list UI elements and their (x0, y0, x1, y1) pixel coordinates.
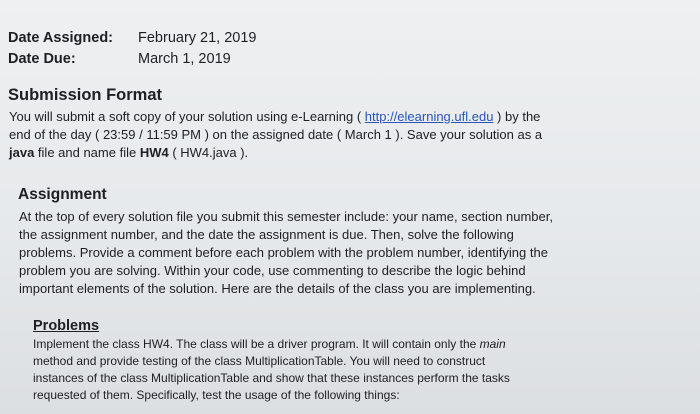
submission-heading: Submission Format (8, 86, 163, 104)
submission-text: ) by the (493, 109, 541, 124)
assignment-paragraph (19, 208, 694, 298)
problems-text: Implement the class HW4. The class will be a driver program. It will contain only the (33, 337, 480, 351)
submission-line-1 (9, 108, 697, 126)
date-due-value: March 1, 2019 (138, 51, 231, 67)
date-due-label: Date Due: (8, 51, 76, 67)
assignment-line: problem you are solving. Within your code, use commenting to describe the logic behind (19, 263, 526, 278)
date-assigned-label: Date Assigned: (8, 30, 114, 46)
assignment-line: problems. Provide a comment before each problem with the problem number, identifying the (19, 245, 548, 260)
elearning-link[interactable]: http://elearning.ufl.edu (364, 109, 494, 124)
problems-line-2: method and provide testing of the class MultiplicationTable. You will need to construct (33, 354, 486, 368)
submission-paragraph (9, 108, 697, 162)
assignment-line: important elements of the solution. Here are the details of the class you are implementing. (19, 281, 536, 296)
problems-line-3: instances of the class MultiplicationTable and show that these instances perform the tasks (33, 371, 510, 385)
assignment-heading: Assignment (18, 186, 107, 203)
submission-text: You will submit a soft copy of your solution using e-Learning ( (9, 109, 365, 124)
date-assigned-value: February 21, 2019 (138, 30, 257, 46)
java-keyword: java (9, 145, 35, 160)
problems-line-1 (33, 336, 693, 353)
main-keyword: main (479, 337, 506, 351)
submission-text: ( HW4.java ). (168, 145, 249, 160)
problems-paragraph (33, 336, 693, 404)
assignment-line: At the top of every solution file you submit this semester include: your name, section number, (19, 209, 553, 224)
submission-text: file and name file (34, 145, 140, 160)
problems-line-4: requested of them. Specifically, test the usage of the following things: (33, 388, 400, 402)
problems-heading: Problems (33, 318, 100, 334)
assignment-line: the assignment number, and the date the assignment is due. Then, solve the following (19, 227, 514, 242)
hw4-keyword: HW4 (139, 145, 169, 160)
submission-line-2: end of the day ( 23:59 / 11:59 PM ) on the assigned date ( March 1 ). Save your solution as a (9, 127, 543, 142)
submission-line-3 (9, 144, 697, 162)
